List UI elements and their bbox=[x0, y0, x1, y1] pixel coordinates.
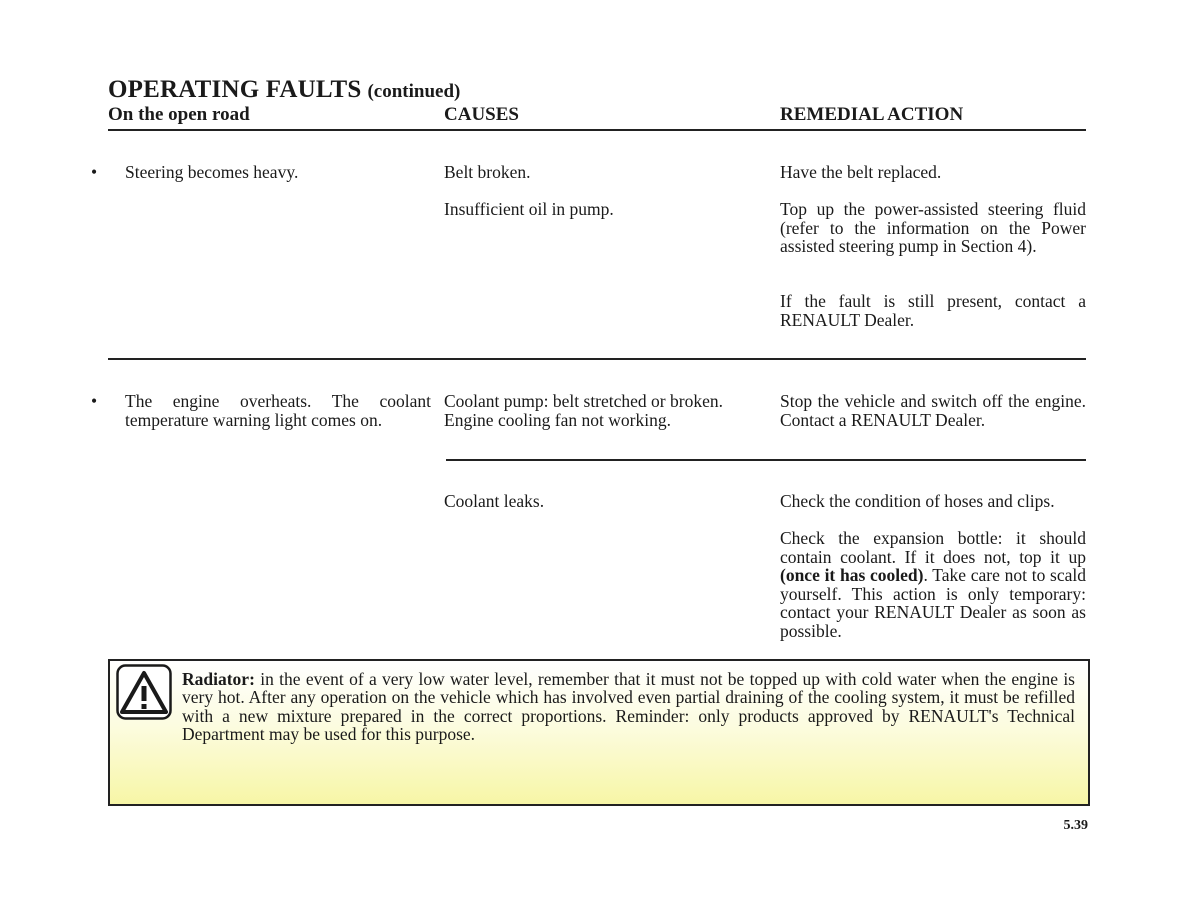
action-emphasis: (once it has cooled) bbox=[780, 565, 924, 585]
radiator-warning-box bbox=[108, 659, 1090, 806]
action-contact-dealer: If the fault is still present, contact a RENAULT Dealer. bbox=[780, 291, 1086, 330]
symptom-engine-overheats bbox=[91, 391, 431, 430]
warning-label: Radiator: bbox=[182, 669, 255, 689]
warning-body: in the event of a very low water level, remember that it must not be topped up with cold water when the engine is very hot. After any operation on the vehicle which has involved even partial draining of the cooling system, it must be refilled with a new mixture prepared in the correct proportions. Reminder: only products approved by RENAULT's Technical Department may be used for this purpose. bbox=[182, 669, 1075, 744]
sub-divider bbox=[446, 459, 1086, 461]
action-check-hoses: Check the condition of hoses and clips. bbox=[780, 491, 1055, 511]
action-text: . Take care not to scald yourself. This action is only temporary: contact your RENAULT Dealer as soon as possible. bbox=[780, 565, 1086, 641]
cause-line: Coolant pump: belt stretched or broken. bbox=[444, 391, 723, 411]
symptom-text: Steering becomes heavy. bbox=[125, 162, 299, 182]
column-header-causes: CAUSES bbox=[444, 104, 519, 125]
cause-belt-broken: Belt broken. bbox=[444, 162, 531, 182]
symptom-text: The engine overheats. The coolant temperature warning light comes on. bbox=[125, 391, 431, 430]
row-divider bbox=[108, 358, 1086, 360]
bullet: • bbox=[91, 391, 98, 411]
column-header-situation: On the open road bbox=[108, 104, 250, 125]
title-continued: (continued) bbox=[367, 81, 461, 102]
action-replace-belt: Have the belt replaced. bbox=[780, 162, 942, 182]
symptom-steering bbox=[91, 162, 435, 182]
title-text: OPERATING FAULTS bbox=[108, 76, 362, 103]
column-header-remedial-action: REMEDIAL ACTION bbox=[780, 104, 964, 125]
bullet: • bbox=[91, 162, 98, 182]
cause-insufficient-oil: Insufficient oil in pump. bbox=[444, 199, 614, 219]
cause-coolant-pump bbox=[444, 392, 764, 429]
warning-triangle-icon bbox=[116, 664, 172, 720]
action-check-expansion-bottle bbox=[780, 529, 1086, 640]
action-stop-vehicle: Stop the vehicle and switch off the engine. Contact a RENAULT Dealer. bbox=[780, 391, 1086, 430]
radiator-warning-text bbox=[182, 670, 1075, 743]
page-number: 5.39 bbox=[1063, 818, 1088, 833]
cause-coolant-leaks: Coolant leaks. bbox=[444, 491, 545, 511]
header-divider bbox=[108, 129, 1086, 131]
action-text: Check the expansion bottle: it should contain coolant. If it does not, top it up bbox=[780, 528, 1086, 567]
page-title bbox=[108, 76, 460, 104]
action-top-up-fluid: Top up the power-assisted steering fluid (refer to the information on the Power assisted steering pump in Section 4). bbox=[780, 199, 1086, 256]
cause-line: Engine cooling fan not working. bbox=[444, 409, 671, 430]
